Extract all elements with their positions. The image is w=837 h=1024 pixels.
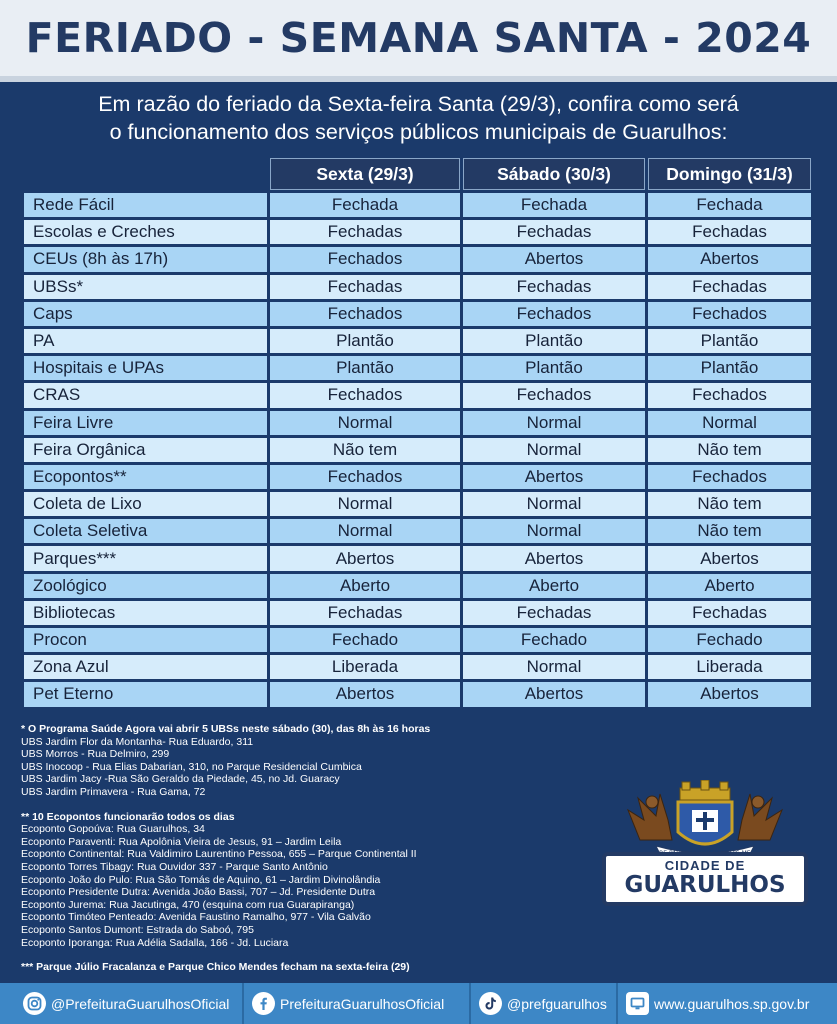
- status-friday: Plantão: [270, 329, 460, 353]
- status-friday: Normal: [270, 411, 460, 435]
- ecoponto-item: Ecoponto Continental: Rua Valdimiro Laurentino Pessoa, 655 – Parque Continental II: [21, 848, 417, 861]
- service-name: UBSs*: [24, 275, 267, 299]
- ecoponto-note-heading: ** 10 Ecopontos funcionarão todos os dias: [21, 810, 235, 823]
- facebook-icon: [252, 992, 275, 1015]
- ecoponto-item: Ecoponto Presidente Dutra: Avenida João Bassi, 707 – Jd. Presidente Dutra: [21, 886, 376, 899]
- status-saturday: Fechadas: [463, 601, 645, 625]
- service-name: CEUs (8h às 17h): [24, 247, 267, 271]
- table-row: [24, 655, 811, 679]
- status-sunday: Fechada: [648, 193, 811, 217]
- status-sunday: Abertos: [648, 546, 811, 570]
- status-saturday: Abertos: [463, 546, 645, 570]
- table-row: [24, 574, 811, 598]
- column-header-friday: Sexta (29/3): [270, 158, 460, 190]
- footer-website[interactable]: [618, 983, 828, 1024]
- status-saturday: Normal: [463, 492, 645, 516]
- status-sunday: Normal: [648, 411, 811, 435]
- footer-website-text: www.guarulhos.sp.gov.br: [654, 995, 810, 1012]
- status-friday: Fechadas: [270, 601, 460, 625]
- status-friday: Fechadas: [270, 275, 460, 299]
- status-saturday: Fechadas: [463, 275, 645, 299]
- footer-instagram-text: @PrefeituraGuarulhosOficial: [51, 995, 230, 1012]
- city-logo: [602, 852, 808, 906]
- table-row: [24, 275, 811, 299]
- table-row: [24, 247, 811, 271]
- ubs-item: UBS Morros - Rua Delmiro, 299: [21, 748, 170, 761]
- table-row: [24, 383, 811, 407]
- footer-instagram[interactable]: [0, 983, 242, 1024]
- status-saturday: Fechado: [463, 628, 645, 652]
- status-sunday: Fechado: [648, 628, 811, 652]
- intro-text: [0, 90, 837, 146]
- table-row: [24, 465, 811, 489]
- footnotes: [21, 723, 581, 974]
- instagram-icon: [23, 992, 46, 1015]
- status-friday: Liberada: [270, 655, 460, 679]
- table-row: [24, 356, 811, 380]
- status-sunday: Aberto: [648, 574, 811, 598]
- service-name: Ecopontos**: [24, 465, 267, 489]
- status-saturday: Abertos: [463, 247, 645, 271]
- table-row: [24, 329, 811, 353]
- status-sunday: Não tem: [648, 519, 811, 543]
- service-name: Rede Fácil: [24, 193, 267, 217]
- service-name: Caps: [24, 302, 267, 326]
- ecoponto-item: Ecoponto Jurema: Rua Jacutinga, 470 (esquina com rua Guarapiranga): [21, 898, 355, 911]
- ubs-item: UBS Jardim Flor da Montanha- Rua Eduardo, 311: [21, 735, 254, 748]
- city-logo-name: GUARULHOS: [624, 872, 786, 898]
- column-header-sunday: Domingo (31/3): [648, 158, 811, 190]
- title-bar: [0, 0, 837, 82]
- status-sunday: Fechadas: [648, 275, 811, 299]
- status-friday: Fechados: [270, 247, 460, 271]
- table-corner: [24, 158, 267, 190]
- ubs-item: UBS Jardim Jacy -Rua São Geraldo da Piedade, 45, no Jd. Guaracy: [21, 773, 340, 786]
- status-friday: Abertos: [270, 546, 460, 570]
- service-name: PA: [24, 329, 267, 353]
- service-name: Coleta de Lixo: [24, 492, 267, 516]
- status-sunday: Fechadas: [648, 220, 811, 244]
- table-row: [24, 302, 811, 326]
- ecoponto-item: Ecoponto Paraventi: Rua Apolônia Vieira de Jesus, 91 – Jardim Leila: [21, 835, 342, 848]
- ubs-note-heading: * O Programa Saúde Agora vai abrir 5 UBSs neste sábado (30), das 8h às 16 horas: [21, 723, 431, 735]
- page-title: FERIADO - SEMANA SANTA - 2024: [25, 14, 812, 62]
- status-friday: Fechada: [270, 193, 460, 217]
- ecoponto-item: Ecoponto Torres Tibagy: Rua Ouvidor 337 - Parque Santo Antônio: [21, 860, 328, 873]
- table-header-row: [24, 158, 811, 190]
- service-name: Procon: [24, 628, 267, 652]
- status-saturday: Fechada: [463, 193, 645, 217]
- ecoponto-item: Ecoponto Santos Dumont: Estrada do Saboó, 795: [21, 923, 254, 936]
- service-name: Pet Eterno: [24, 682, 267, 706]
- footer-bar: [0, 983, 837, 1024]
- status-friday: Normal: [270, 519, 460, 543]
- status-friday: Fechados: [270, 465, 460, 489]
- status-saturday: Fechados: [463, 383, 645, 407]
- ecoponto-item: Ecoponto João do Pulo: Rua São Tomás de Aquino, 61 – Jardim Divinolândia: [21, 873, 381, 886]
- status-saturday: Plantão: [463, 356, 645, 380]
- table-row: [24, 601, 811, 625]
- status-saturday: Abertos: [463, 682, 645, 706]
- footer-facebook-text: PrefeituraGuarulhosOficial: [280, 995, 445, 1012]
- footer-facebook[interactable]: [244, 983, 469, 1024]
- table-row: [24, 411, 811, 435]
- status-saturday: Fechados: [463, 302, 645, 326]
- table-row: [24, 438, 811, 462]
- ecoponto-item: Ecoponto Gopoúva: Rua Guarulhos, 34: [21, 823, 205, 836]
- status-saturday: Fechadas: [463, 220, 645, 244]
- status-sunday: Fechados: [648, 465, 811, 489]
- service-name: Coleta Seletiva: [24, 519, 267, 543]
- ecoponto-item: Ecoponto Iporanga: Rua Adélia Sadalla, 166 - Jd. Luciara: [21, 936, 289, 949]
- parks-note: *** Parque Júlio Fracalanza e Parque Chico Mendes fecham na sexta-feira (29): [21, 961, 410, 974]
- status-sunday: Fechados: [648, 383, 811, 407]
- status-saturday: Normal: [463, 411, 645, 435]
- status-sunday: Fechadas: [648, 601, 811, 625]
- status-friday: Fechadas: [270, 220, 460, 244]
- footer-tiktok-text: @prefguarulhos: [507, 995, 607, 1012]
- table-row: [24, 519, 811, 543]
- service-name: Hospitais e UPAs: [24, 356, 267, 380]
- column-header-saturday: Sábado (30/3): [463, 158, 645, 190]
- city-logo-small: CIDADE DE: [664, 858, 746, 873]
- status-friday: Abertos: [270, 682, 460, 706]
- ubs-list: [21, 736, 581, 799]
- intro-line-2: o funcionamento dos serviços públicos municipais de Guarulhos:: [109, 120, 728, 144]
- schedule-table: [21, 155, 814, 710]
- status-friday: Não tem: [270, 438, 460, 462]
- table-row: [24, 492, 811, 516]
- status-sunday: Abertos: [648, 682, 811, 706]
- status-sunday: Liberada: [648, 655, 811, 679]
- monitor-icon: [626, 992, 649, 1015]
- status-saturday: Aberto: [463, 574, 645, 598]
- status-friday: Aberto: [270, 574, 460, 598]
- ecoponto-item: Ecoponto Timóteo Penteado: Avenida Faustino Ramalho, 977 - Vila Galvão: [21, 911, 371, 924]
- service-name: Feira Livre: [24, 411, 267, 435]
- status-friday: Plantão: [270, 356, 460, 380]
- status-saturday: Abertos: [463, 465, 645, 489]
- status-friday: Fechados: [270, 302, 460, 326]
- service-name: Feira Orgânica: [24, 438, 267, 462]
- status-saturday: Normal: [463, 438, 645, 462]
- table-row: [24, 220, 811, 244]
- status-sunday: Abertos: [648, 247, 811, 271]
- service-name: Escolas e Creches: [24, 220, 267, 244]
- status-saturday: Plantão: [463, 329, 645, 353]
- status-sunday: Não tem: [648, 492, 811, 516]
- table-body: [24, 193, 811, 707]
- table-row: [24, 628, 811, 652]
- ubs-item: UBS Inocoop - Rua Elias Dabarian, 310, no Parque Residencial Cumbica: [21, 760, 362, 773]
- status-friday: Fechados: [270, 383, 460, 407]
- status-sunday: Plantão: [648, 329, 811, 353]
- status-sunday: Fechados: [648, 302, 811, 326]
- table-row: [24, 682, 811, 706]
- service-name: CRAS: [24, 383, 267, 407]
- ecoponto-list: [21, 823, 581, 949]
- status-friday: Normal: [270, 492, 460, 516]
- status-sunday: Plantão: [648, 356, 811, 380]
- status-saturday: Normal: [463, 519, 645, 543]
- status-friday: Fechado: [270, 628, 460, 652]
- service-name: Parques***: [24, 546, 267, 570]
- status-sunday: Não tem: [648, 438, 811, 462]
- status-saturday: Normal: [463, 655, 645, 679]
- intro-line-1: Em razão do feriado da Sexta-feira Santa (29/3), confira como será: [98, 92, 739, 116]
- service-name: Bibliotecas: [24, 601, 267, 625]
- ubs-item: UBS Jardim Primavera - Rua Gama, 72: [21, 785, 206, 798]
- table-row: [24, 193, 811, 217]
- service-name: Zoológico: [24, 574, 267, 598]
- table-row: [24, 546, 811, 570]
- tiktok-icon: [479, 992, 502, 1015]
- service-name: Zona Azul: [24, 655, 267, 679]
- footer-tiktok[interactable]: [471, 983, 616, 1024]
